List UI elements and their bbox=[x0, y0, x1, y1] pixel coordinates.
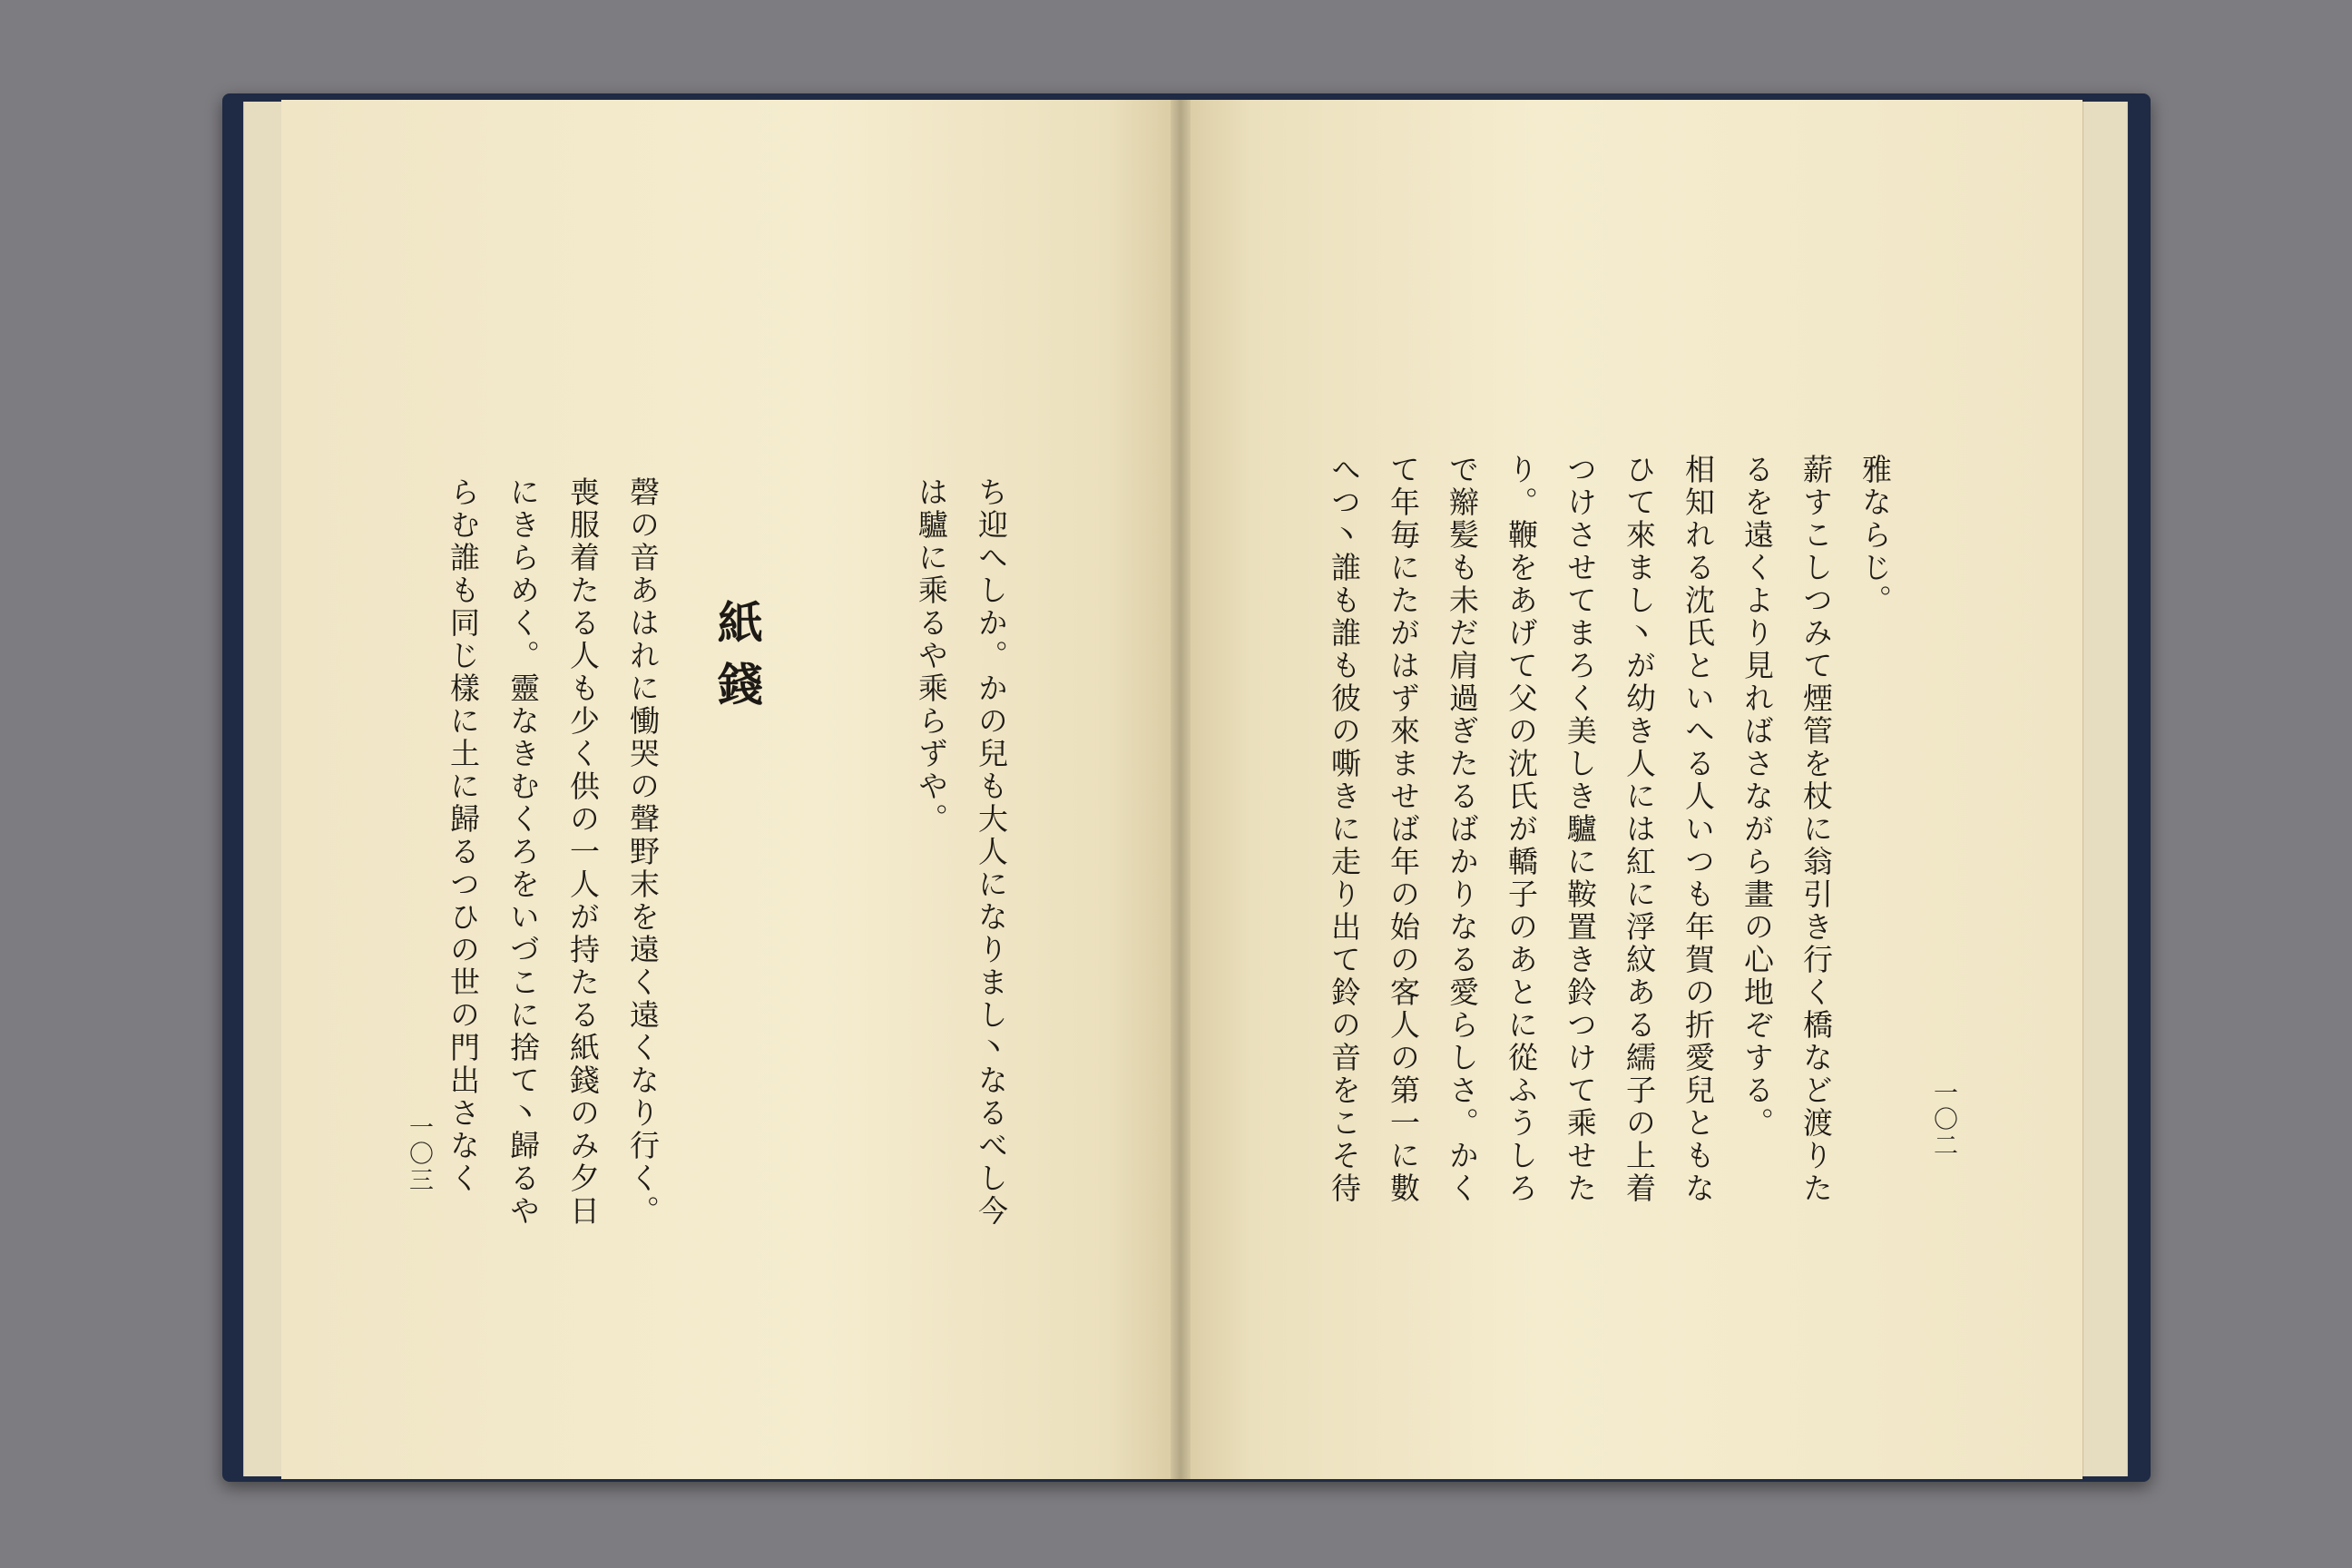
book-gutter bbox=[1171, 100, 1191, 1479]
right-line-6: つけさせてまろく美しき驢に鞍置き鈴つけて乘せた bbox=[1563, 454, 1598, 1205]
right-line-4: 相知れる沈氏といへる人いつも年賀の折愛兒ともな bbox=[1681, 454, 1716, 1205]
left-line-4: 喪服着たる人も少く供の一人が持たる紙錢のみ夕日 bbox=[565, 476, 601, 1228]
right-page-number: 一〇二 bbox=[1929, 1080, 1957, 1159]
right-line-10: へつ丶誰も誰も彼の嘶きに走り出て鈴の音をこそ待 bbox=[1327, 454, 1362, 1205]
left-page-edges bbox=[243, 102, 283, 1476]
left-page bbox=[281, 100, 1180, 1479]
right-line-2: 薪すこしつみて煙管を杖に翁引き行く橋など渡りた bbox=[1798, 454, 1834, 1205]
right-line-7: り。鞭をあげて父の沈氏が轎子のあとに從ふうしろ bbox=[1504, 454, 1539, 1205]
left-line-2: は驢に乘るや乘らずや。 bbox=[914, 476, 949, 836]
left-line-3: 磬の音あはれに慟哭の聲野末を遠く遠くなり行く。 bbox=[625, 476, 661, 1228]
right-line-1: 雅ならじ。 bbox=[1857, 454, 1893, 617]
right-line-8: で辮髪も未だ肩過ぎたるばかりなる愛らしさ。かく bbox=[1445, 454, 1480, 1205]
right-line-9: て年毎にたがはず來ませば年の始の客人の第一に數 bbox=[1386, 454, 1421, 1205]
right-line-3: るを遠くより見ればさながら畫の心地ぞする。 bbox=[1740, 454, 1775, 1140]
left-line-6: らむ誰も同じ樣に土に歸るつひの世の門出さなく bbox=[446, 476, 481, 1195]
right-page-edges bbox=[2082, 102, 2128, 1476]
left-line-1: ち迎へしか。かの兒も大人になりまし丶なるべし今 bbox=[974, 476, 1009, 1228]
left-page-title: 紙錢 bbox=[710, 599, 764, 722]
right-line-5: ひて來まし丶が幼き人には紅に浮紋ある繻子の上着 bbox=[1622, 454, 1657, 1205]
left-line-5: にきらめく。靈なきむくろをいづこに捨て丶歸るや bbox=[505, 476, 541, 1228]
left-page-number: 一〇三 bbox=[405, 1114, 433, 1193]
